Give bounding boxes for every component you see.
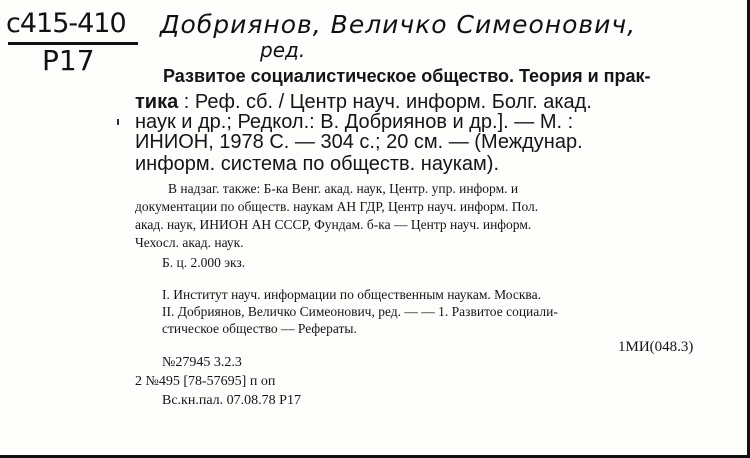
- control-line-3: Вс.кн.пал. 07.08.78 Р17: [162, 393, 301, 408]
- control-line-2: 2 №495 [78-57695] п оп: [135, 374, 276, 389]
- handwritten-role: ред.: [260, 38, 306, 62]
- handwritten-author: Добриянов, Величко Симеонович,: [160, 10, 637, 39]
- classification-code: 1МИ(048.3): [618, 339, 694, 355]
- body-line-3: ИНИОН, 1978 С. — 304 с.; 20 см. — (Междунар.: [135, 131, 583, 153]
- title-continuation: тика: [135, 91, 179, 113]
- tracing-line-3: стическое общество — Рефераты.: [162, 321, 357, 336]
- body-line-1-text: : Реф. сб. / Центр науч. информ. Болг. акад.: [178, 91, 592, 113]
- note-line-1: В надзаг. также: Б-ка Венг. акад. наук, Центр. упр. информ. и: [168, 181, 519, 196]
- card-title: Развитое социалистическое общество. Теория и прак-: [163, 66, 651, 86]
- tracing-line-2: II. Добриянов, Величко Симеонович, ред. — — 1. Развитое социали-: [162, 304, 558, 319]
- note-line-4: Чехосл. акад. наук.: [135, 235, 244, 250]
- control-line-1: №27945 3.2.3: [162, 355, 242, 370]
- note-line-3: акад. наук, ИНИОН АН СССР, Фундам. б-ка — Центр науч. информ.: [135, 217, 532, 232]
- tracing-line-1: I. Институт науч. информации по общественным наукам. Москва.: [162, 287, 541, 302]
- note-line-2: документации по обществ. наукам АН ГДР, Центр науч. информ. Пол.: [135, 199, 539, 214]
- shelf-mark-line2: Р17: [42, 44, 95, 77]
- body-line-4: информ. система по обществ. наукам).: [135, 153, 500, 175]
- body-line-2: наук и др.; Редкол.: В. Добриянов и др.]. — М. :: [135, 111, 574, 133]
- shelf-mark-line1: с415-410: [6, 8, 126, 39]
- ink-speck: [117, 119, 119, 125]
- price-line: Б. ц. 2.000 экз.: [162, 255, 246, 270]
